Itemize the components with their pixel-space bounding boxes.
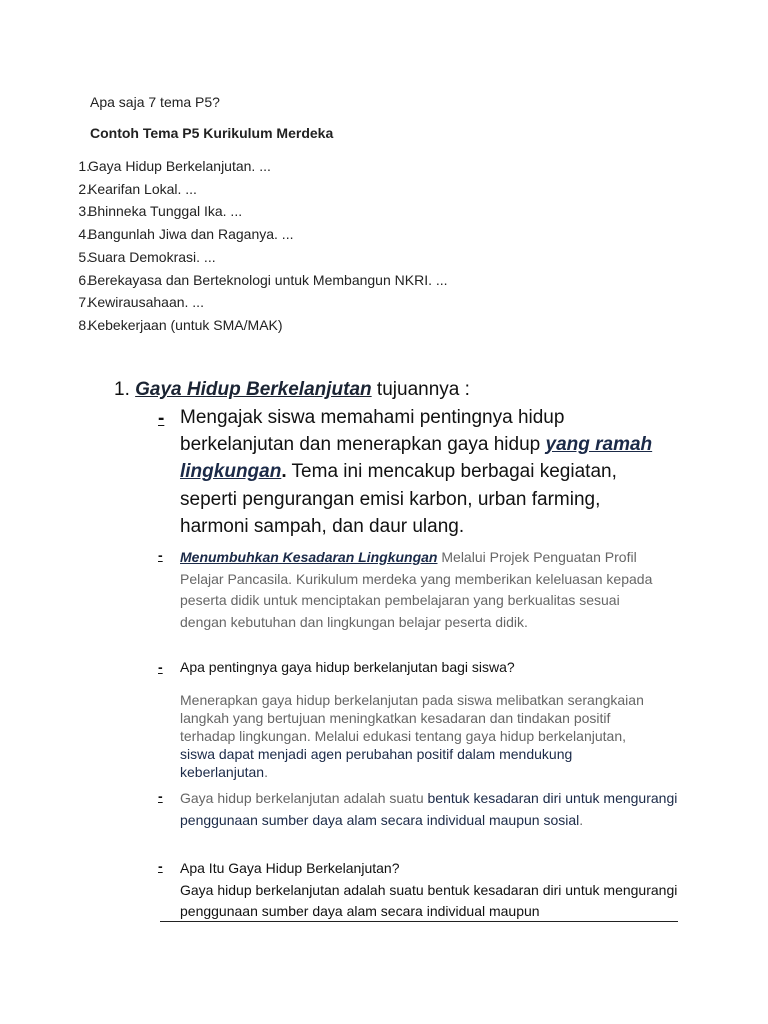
- bullet-what-is: [180, 858, 680, 923]
- bullet-awareness: [180, 547, 670, 634]
- list-item: [60, 314, 620, 337]
- section-divider: [160, 921, 678, 922]
- section-title: Gaya Hidup Berkelanjutan: [135, 379, 372, 400]
- list-text: Kearifan Lokal. ...: [88, 180, 197, 197]
- bullet-dash: -: [158, 788, 163, 804]
- list-number: 4.: [78, 226, 90, 243]
- list-text: Bangunlah Jiwa dan Raganya. ...: [88, 226, 294, 243]
- list-item: [60, 155, 620, 178]
- section-title-suffix: tujuannya :: [371, 379, 470, 400]
- bullet-awareness-text: Melalui Projek Penguatan Profil Pelajar Pancasila. Kurikulum merdeka yang memberikan keleluasan kepada peserta didik untuk menciptakan pembelajaran yang berkualitas sesuai dengan kebutuhan dan lingkungan belajar peserta didik.: [180, 549, 653, 631]
- importance-answer-highlight: siswa dapat menjadi agen perubahan positif dalam mendukung keberlanjutan: [180, 746, 573, 780]
- bullet-what-is-answer: Gaya hidup berkelanjutan adalah suatu bentuk kesadaran diri untuk mengurangi penggunaan sumber daya alam secara individual maupun: [180, 881, 678, 919]
- bullet-dash: -: [158, 547, 163, 563]
- bullet-goal-detail: Tema ini mencakup berbagai kegiatan, seperti pengurangan emisi karbon, urban farming, harmoni sampah, dan daur ulang.: [180, 461, 617, 537]
- importance-answer: [180, 691, 650, 781]
- bullet-importance-question: Apa pentingnya gaya hidup berkelanjutan bagi siswa?: [180, 659, 515, 675]
- bullet-goal-period: .: [281, 461, 287, 483]
- list-number: 7.: [78, 294, 90, 311]
- list-number: 8.: [78, 316, 90, 333]
- list-text: Berekayasa dan Berteknologi untuk Membangun NKRI. ...: [88, 271, 448, 288]
- list-text: Suara Demokrasi. ...: [88, 248, 216, 265]
- section-heading: [114, 379, 470, 401]
- importance-answer-text: Menerapkan gaya hidup berkelanjutan pada siswa melibatkan serangkaian langkah yang bertujuan meningkatkan kesadaran dan tindakan positif terhadap lingkungan. Melalui edukasi tentang gaya hidup berkelanjutan,: [180, 692, 644, 744]
- intro-question: Apa saja 7 tema P5?: [90, 94, 220, 110]
- bullet-definition-text: Gaya hidup berkelanjutan adalah suatu: [180, 790, 428, 806]
- list-text: Gaya Hidup Berkelanjutan. ...: [88, 158, 271, 174]
- list-item: [60, 178, 620, 201]
- list-item: [60, 291, 620, 314]
- list-item: [60, 246, 620, 269]
- list-number: 5.: [78, 248, 90, 265]
- list-number: 1.: [78, 158, 90, 174]
- list-text: Bhinneka Tunggal Ika. ...: [88, 203, 243, 220]
- bullet-goal-text: Mengajak siswa memahami pentingnya hidup berkelanjutan dan menerapkan gaya hidup: [180, 407, 565, 456]
- list-item: [60, 223, 620, 246]
- bullet-definition-highlight: bentuk kesadaran diri untuk mengurangi penggunaan sumber daya alam secara individual maupun sosial: [180, 790, 678, 828]
- list-item: [60, 269, 620, 292]
- bullet-dash: -: [158, 659, 163, 675]
- bullet-goal: [180, 404, 660, 540]
- list-number: 6.: [78, 271, 90, 288]
- bullet-goal-emphasis: yang ramah lingkungan: [180, 434, 653, 483]
- themes-heading: Contoh Tema P5 Kurikulum Merdeka: [90, 125, 334, 141]
- bullet-definition: [180, 788, 680, 831]
- bullet-definition-end: .: [579, 811, 584, 828]
- list-text: Kebekerjaan (untuk SMA/MAK): [88, 316, 283, 333]
- bullet-what-is-question: Apa Itu Gaya Hidup Berkelanjutan?: [180, 860, 400, 876]
- bullet-dash: -: [158, 408, 165, 429]
- bullet-dash: -: [158, 858, 163, 874]
- section-number: 1.: [114, 379, 130, 400]
- list-number: 2.: [78, 180, 90, 197]
- themes-list: [60, 155, 620, 337]
- list-text: Kewirausahaan. ...: [88, 294, 204, 311]
- list-item: [60, 200, 620, 223]
- bullet-awareness-lead: Menumbuhkan Kesadaran Lingkungan: [180, 549, 438, 565]
- importance-answer-end: .: [264, 764, 268, 780]
- list-number: 3.: [78, 203, 90, 220]
